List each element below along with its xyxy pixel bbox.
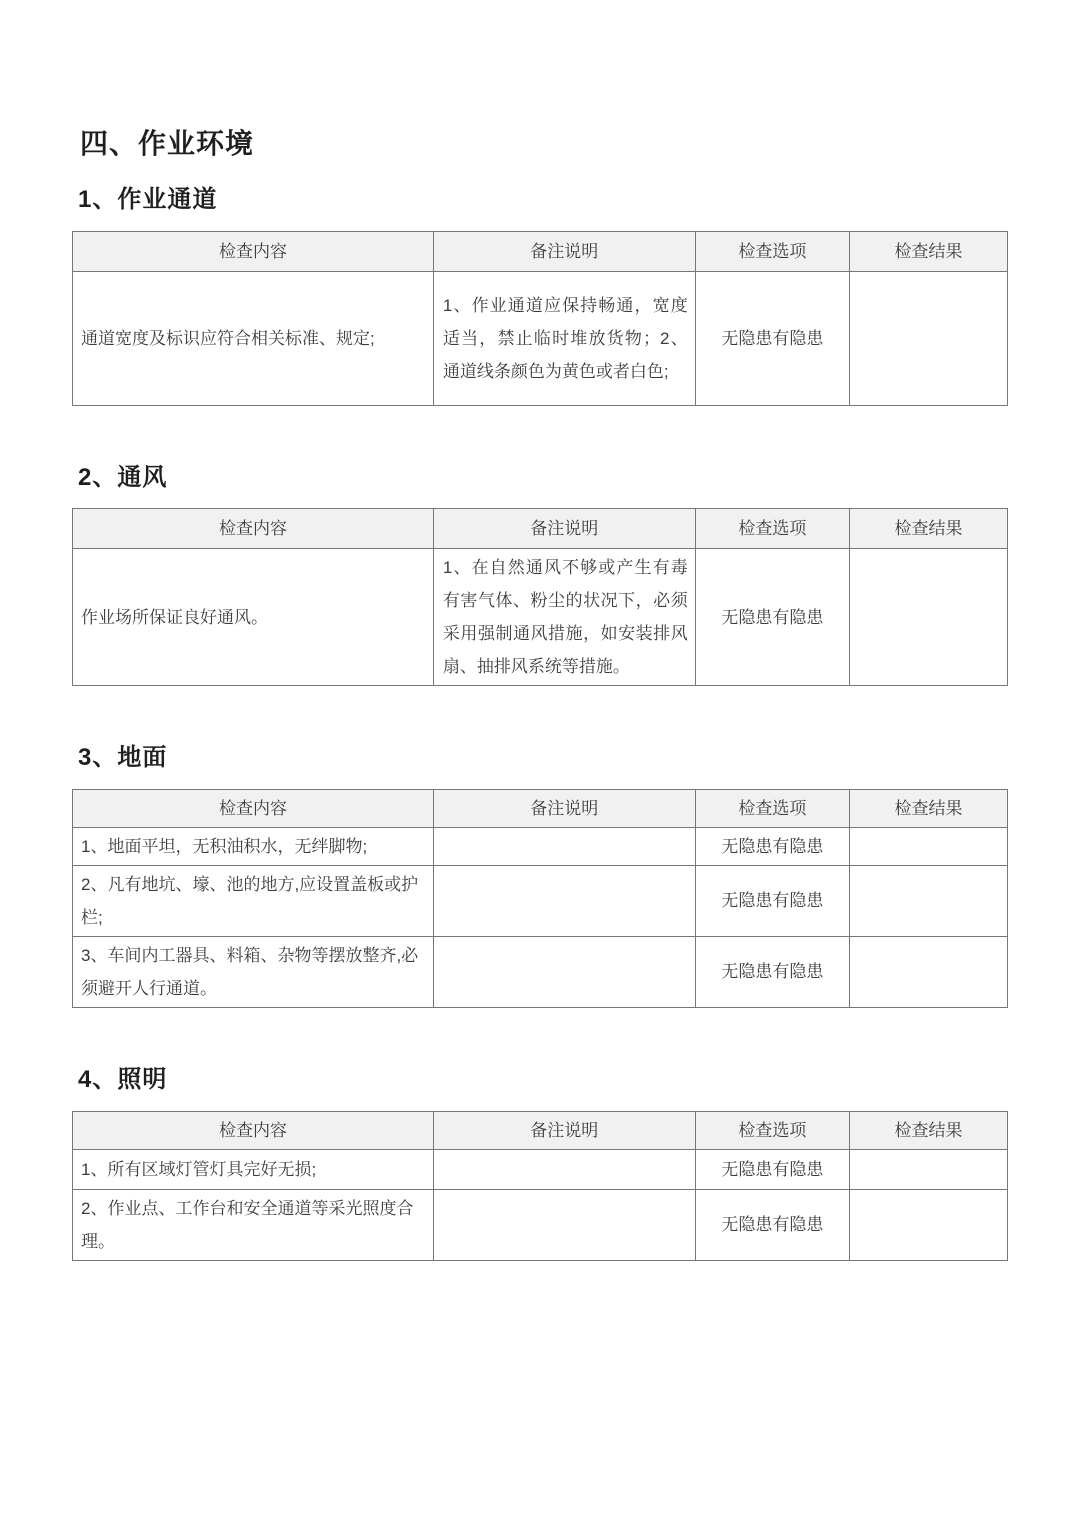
check-content-cell: 2、作业点、工作台和安全通道等采光照度合理。 bbox=[73, 1189, 434, 1260]
result-cell bbox=[849, 1149, 1007, 1189]
column-header-content: 检查内容 bbox=[73, 789, 434, 827]
options-cell: 无隐患有隐患 bbox=[695, 1149, 849, 1189]
remark-cell bbox=[433, 1189, 695, 1260]
section-work-passage bbox=[72, 186, 1008, 406]
section-heading: 3、地面 bbox=[78, 744, 168, 772]
table-row bbox=[73, 827, 1008, 865]
table-header-row bbox=[73, 509, 1008, 549]
result-cell bbox=[849, 1189, 1007, 1260]
column-header-content: 检查内容 bbox=[73, 231, 434, 271]
result-cell bbox=[849, 936, 1007, 1007]
column-header-result: 检查结果 bbox=[849, 509, 1007, 549]
column-header-options: 检查选项 bbox=[695, 1111, 849, 1149]
remark-cell: 1、在自然通风不够或产生有毒有害气体、粉尘的状况下，必须采用强制通风措施，如安装排风扇、抽排风系统等措施。 bbox=[433, 549, 695, 686]
inspection-table bbox=[72, 789, 1008, 1008]
options-cell: 无隐患有隐患 bbox=[695, 549, 849, 686]
column-header-content: 检查内容 bbox=[73, 509, 434, 549]
inspection-table bbox=[72, 231, 1008, 406]
table-row bbox=[73, 1149, 1008, 1189]
section-heading: 4、照明 bbox=[78, 1065, 168, 1093]
table-header-row bbox=[73, 1111, 1008, 1149]
remark-cell bbox=[433, 827, 695, 865]
inspection-table bbox=[72, 508, 1008, 686]
table-header-row bbox=[73, 231, 1008, 271]
column-header-options: 检查选项 bbox=[695, 509, 849, 549]
table-row bbox=[73, 1189, 1008, 1260]
column-header-result: 检查结果 bbox=[849, 231, 1007, 271]
column-header-remark: 备注说明 bbox=[433, 1111, 695, 1149]
column-header-result: 检查结果 bbox=[849, 789, 1007, 827]
check-content-cell: 1、所有区域灯管灯具完好无损; bbox=[73, 1149, 434, 1189]
section-heading: 1、作业通道 bbox=[78, 186, 218, 214]
options-cell: 无隐患有隐患 bbox=[695, 1189, 849, 1260]
result-cell bbox=[849, 271, 1007, 405]
section-ground bbox=[72, 744, 1008, 1008]
remark-cell bbox=[433, 1149, 695, 1189]
options-cell: 无隐患有隐患 bbox=[695, 271, 849, 405]
options-cell: 无隐患有隐患 bbox=[695, 827, 849, 865]
column-header-content: 检查内容 bbox=[73, 1111, 434, 1149]
check-content-cell: 3、车间内工器具、料箱、杂物等摆放整齐,必须避开人行通道。 bbox=[73, 936, 434, 1007]
check-content-cell: 1、地面平坦，无积油积水，无绊脚物; bbox=[73, 827, 434, 865]
column-header-result: 检查结果 bbox=[849, 1111, 1007, 1149]
column-header-remark: 备注说明 bbox=[433, 789, 695, 827]
table-row bbox=[73, 865, 1008, 936]
column-header-options: 检查选项 bbox=[695, 231, 849, 271]
section-lighting bbox=[72, 1066, 1008, 1261]
remark-cell bbox=[433, 865, 695, 936]
remark-cell bbox=[433, 936, 695, 1007]
check-content-cell: 作业场所保证良好通风。 bbox=[73, 549, 434, 686]
check-content-cell: 2、凡有地坑、壕、池的地方,应设置盖板或护栏; bbox=[73, 865, 434, 936]
check-content-cell: 通道宽度及标识应符合相关标准、规定; bbox=[73, 271, 434, 405]
section-heading: 2、通风 bbox=[78, 463, 168, 491]
section-ventilation bbox=[72, 464, 1008, 687]
column-header-remark: 备注说明 bbox=[433, 231, 695, 271]
options-cell: 无隐患有隐患 bbox=[695, 865, 849, 936]
table-row bbox=[73, 549, 1008, 686]
table-row bbox=[73, 271, 1008, 405]
result-cell bbox=[849, 865, 1007, 936]
remark-cell: 1、作业通道应保持畅通，宽度适当，禁止临时堆放货物；2、通道线条颜色为黄色或者白色; bbox=[433, 271, 695, 405]
page-title: 四、作业环境 bbox=[80, 128, 255, 159]
table-row bbox=[73, 936, 1008, 1007]
column-header-options: 检查选项 bbox=[695, 789, 849, 827]
inspection-table bbox=[72, 1111, 1008, 1261]
result-cell bbox=[849, 549, 1007, 686]
table-header-row bbox=[73, 789, 1008, 827]
column-header-remark: 备注说明 bbox=[433, 509, 695, 549]
options-cell: 无隐患有隐患 bbox=[695, 936, 849, 1007]
result-cell bbox=[849, 827, 1007, 865]
